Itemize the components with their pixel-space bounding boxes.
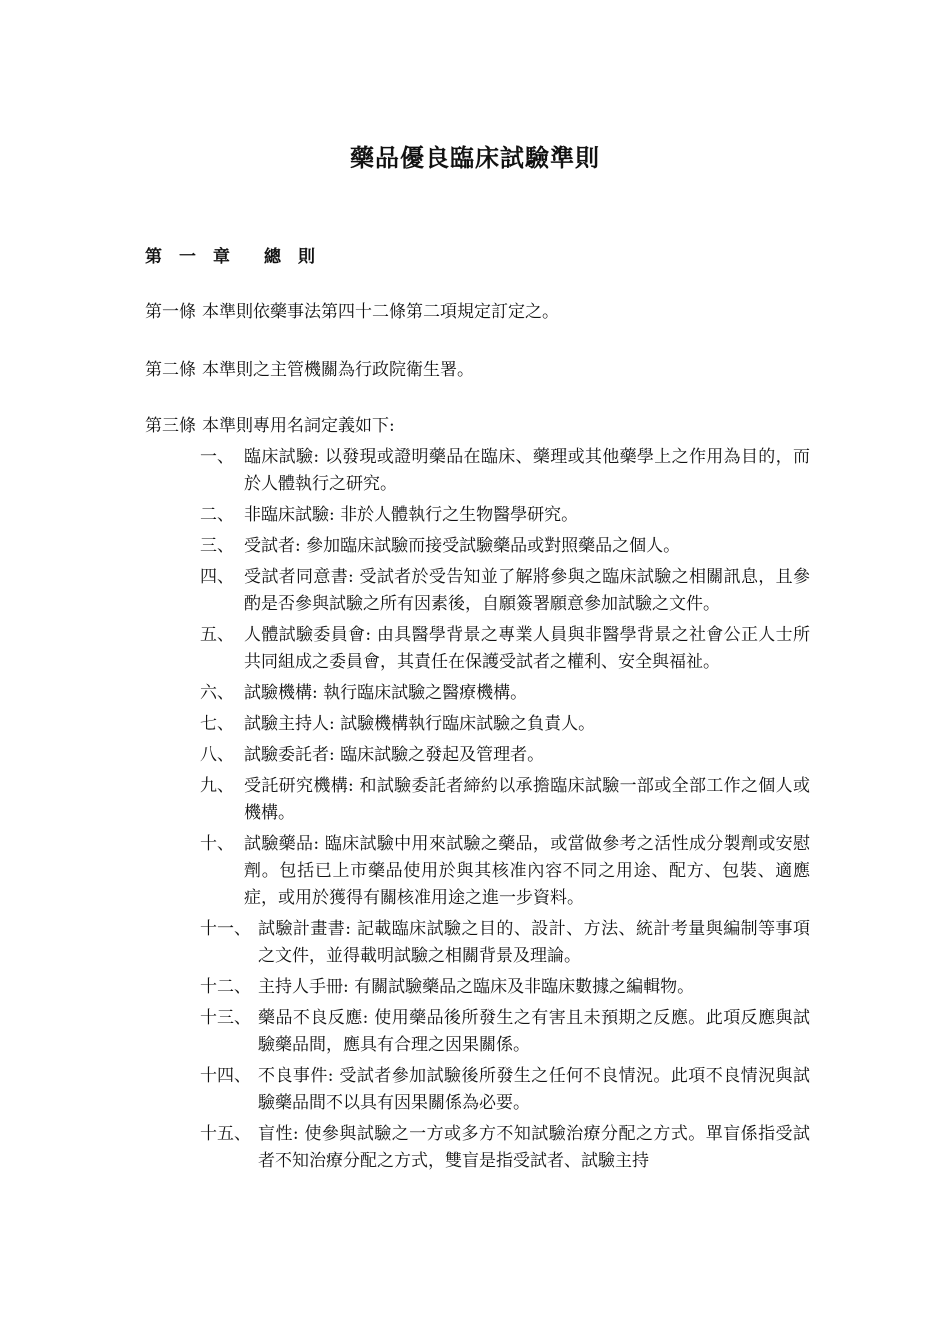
article-label: 第二條 [145, 360, 196, 380]
definition-text: 盲性: 使參與試驗之一方或多方不知試驗治療分配之方式。單盲係指受試者不知治療分配之方式，雙盲是指受試者、試驗主持 [258, 1124, 810, 1171]
definition-item [200, 711, 810, 738]
definition-number: 十五、 [200, 1124, 251, 1144]
definition-item [200, 444, 810, 498]
definition-item [200, 916, 810, 970]
definition-text: 主持人手冊: 有關試驗藥品之臨床及非臨床數據之編輯物。 [258, 977, 695, 997]
article-text: 本準則依藥事法第四十二條第二項規定訂定之。 [202, 302, 559, 322]
definition-item [200, 1121, 810, 1175]
definition-list [200, 444, 810, 1179]
definition-text: 藥品不良反應: 使用藥品後所發生之有害且未預期之反應。此項反應與試驗藥品間，應具有合理之因果關係。 [258, 1008, 810, 1055]
definition-number: 十三、 [200, 1008, 251, 1028]
article-label: 第一條 [145, 302, 196, 322]
definition-text: 試驗藥品: 臨床試驗中用來試驗之藥品，或當做參考之活性成分製劑或安慰劑。包括已上市藥品使用於與其核准內容不同之用途、配方、包裝、適應症，或用於獲得有關核准用途之進一步資料。 [244, 834, 810, 908]
definition-item [200, 564, 810, 618]
chapter-heading: 第 一 章 總 則 [145, 247, 315, 267]
definition-text: 人體試驗委員會: 由具醫學背景之專業人員與非醫學背景之社會公正人士所共同組成之委員會，其責任在保護受試者之權利、安全與福祉。 [244, 625, 810, 672]
definition-item [200, 622, 810, 676]
article-label: 第三條 [145, 416, 196, 436]
definition-number: 十四、 [200, 1066, 251, 1086]
definition-number: 二、 [200, 505, 234, 525]
definition-text: 受試者: 參加臨床試驗而接受試驗藥品或對照藥品之個人。 [244, 536, 681, 556]
definition-item [200, 773, 810, 827]
article-2 [145, 358, 474, 382]
definition-item [200, 502, 810, 529]
definition-number: 六、 [200, 683, 234, 703]
definition-text: 試驗計畫書: 記載臨床試驗之目的、設計、方法、統計考量與編制等事項之文件，並得載明試驗之相關背景及理論。 [258, 919, 810, 966]
definition-number: 十二、 [200, 977, 251, 997]
definition-number: 五、 [200, 625, 234, 645]
definition-number: 三、 [200, 536, 234, 556]
article-text: 本準則之主管機關為行政院衛生署。 [202, 360, 474, 380]
definition-item [200, 1005, 810, 1059]
article-3 [145, 414, 395, 438]
definition-item [200, 742, 810, 769]
definition-text: 受託研究機構: 和試驗委託者締約以承擔臨床試驗一部或全部工作之個人或機構。 [244, 776, 810, 823]
definition-item [200, 680, 810, 707]
definition-text: 受試者同意書: 受試者於受告知並了解將參與之臨床試驗之相關訊息，且參酌是否參與試驗之所有因素後，自願簽署願意參加試驗之文件。 [244, 567, 810, 614]
definition-number: 四、 [200, 567, 234, 587]
definition-text: 試驗主持人: 試驗機構執行臨床試驗之負責人。 [244, 714, 596, 734]
article-1 [145, 300, 559, 324]
definition-number: 九、 [200, 776, 234, 796]
definition-item [200, 1063, 810, 1117]
definition-number: 十、 [200, 834, 234, 854]
document-title: 藥品優良臨床試驗準則 [350, 143, 600, 172]
definition-text: 試驗委託者: 臨床試驗之發起及管理者。 [244, 745, 545, 765]
definition-item [200, 533, 810, 560]
definition-number: 十一、 [200, 919, 251, 939]
definition-item [200, 831, 810, 912]
definition-text: 不良事件: 受試者參加試驗後所發生之任何不良情況。此項不良情況與試驗藥品間不以具有因果關係為必要。 [258, 1066, 810, 1113]
definition-number: 七、 [200, 714, 234, 734]
definition-text: 試驗機構: 執行臨床試驗之醫療機構。 [244, 683, 528, 703]
definition-text: 非臨床試驗: 非於人體執行之生物醫學研究。 [244, 505, 579, 525]
article-text: 本準則專用名詞定義如下: [202, 416, 395, 436]
definition-text: 臨床試驗: 以發現或證明藥品在臨床、藥理或其他藥學上之作用為目的，而於人體執行之研究。 [244, 447, 810, 494]
definition-number: 八、 [200, 745, 234, 765]
definition-item [200, 974, 810, 1001]
definition-number: 一、 [200, 447, 234, 467]
